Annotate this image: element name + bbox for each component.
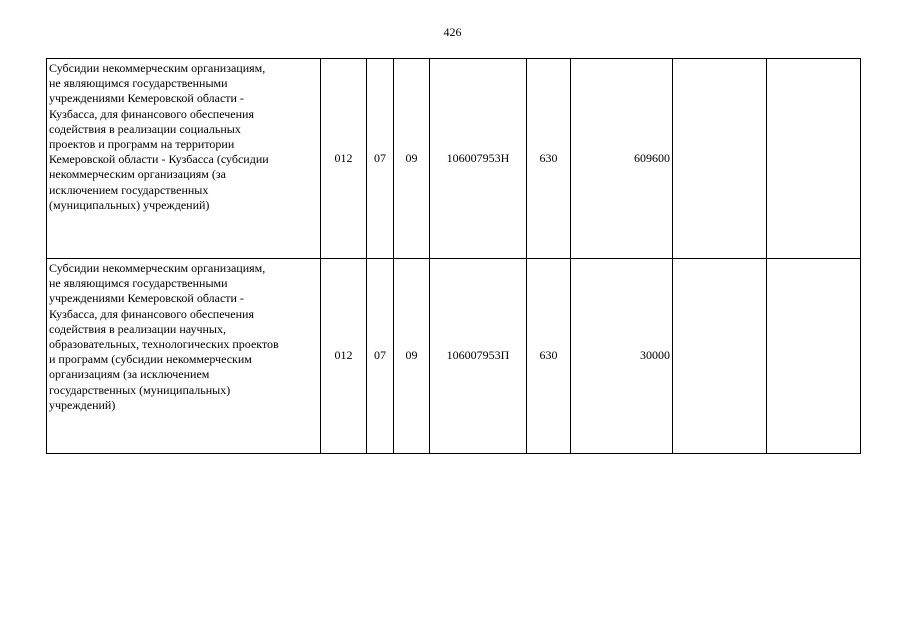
description-line: и программ (субсидии некоммерческим: [49, 352, 252, 367]
amount-cell: 30000: [571, 259, 673, 454]
amount-3-cell: [767, 59, 861, 259]
subsection-cell: 09: [394, 259, 430, 454]
target-article-cell: 106007953П: [430, 259, 527, 454]
description-line: учреждений): [49, 397, 116, 412]
amount-2-cell: [673, 59, 767, 259]
amount-3-cell: [767, 259, 861, 454]
amount-2-cell: [673, 259, 767, 454]
expense-type-cell: 630: [527, 59, 571, 259]
description-line: учреждениями Кемеровской области -: [49, 291, 244, 306]
description-line: (муниципальных) учреждений): [49, 197, 210, 212]
description-line: проектов и программ на территории: [49, 137, 235, 152]
subsection-cell: 09: [394, 59, 430, 259]
description-line: организациям (за исключением: [49, 367, 210, 382]
target-article-cell: 106007953Н: [430, 59, 527, 259]
table-row: [47, 259, 861, 454]
description-line: Субсидии некоммерческим организациям,: [49, 61, 266, 75]
description-line: исключением государственных: [49, 182, 209, 197]
budget-table: [46, 58, 861, 454]
section-cell: 07: [367, 259, 394, 454]
expense-type-cell: 630: [527, 259, 571, 454]
table-row: [47, 59, 861, 259]
description-line: некоммерческим организациям (за: [49, 167, 226, 182]
description-line: содействия в реализации социальных: [49, 121, 241, 136]
row-description: [47, 59, 321, 259]
description-line: учреждениями Кемеровской области -: [49, 91, 244, 106]
amount-cell: 609600: [571, 59, 673, 259]
ministry-code-cell: 012: [321, 259, 367, 454]
page-number: 426: [443, 25, 462, 39]
description-line: Кузбасса, для финансового обеспечения: [49, 306, 254, 321]
description-line: не являющимся государственными: [49, 76, 228, 91]
row-description: [47, 259, 321, 454]
description-line: Кузбасса, для финансового обеспечения: [49, 106, 254, 121]
ministry-code-cell: 012: [321, 59, 367, 259]
section-cell: 07: [367, 59, 394, 259]
description-line: образовательных, технологических проектов: [49, 337, 279, 352]
description-line: содействия в реализации научных,: [49, 321, 226, 336]
description-line: государственных (муниципальных): [49, 382, 231, 397]
description-line: не являющимся государственными: [49, 276, 228, 291]
description-line: Кемеровской области - Кузбасса (субсидии: [49, 152, 269, 167]
description-line: Субсидии некоммерческим организациям,: [49, 261, 266, 275]
